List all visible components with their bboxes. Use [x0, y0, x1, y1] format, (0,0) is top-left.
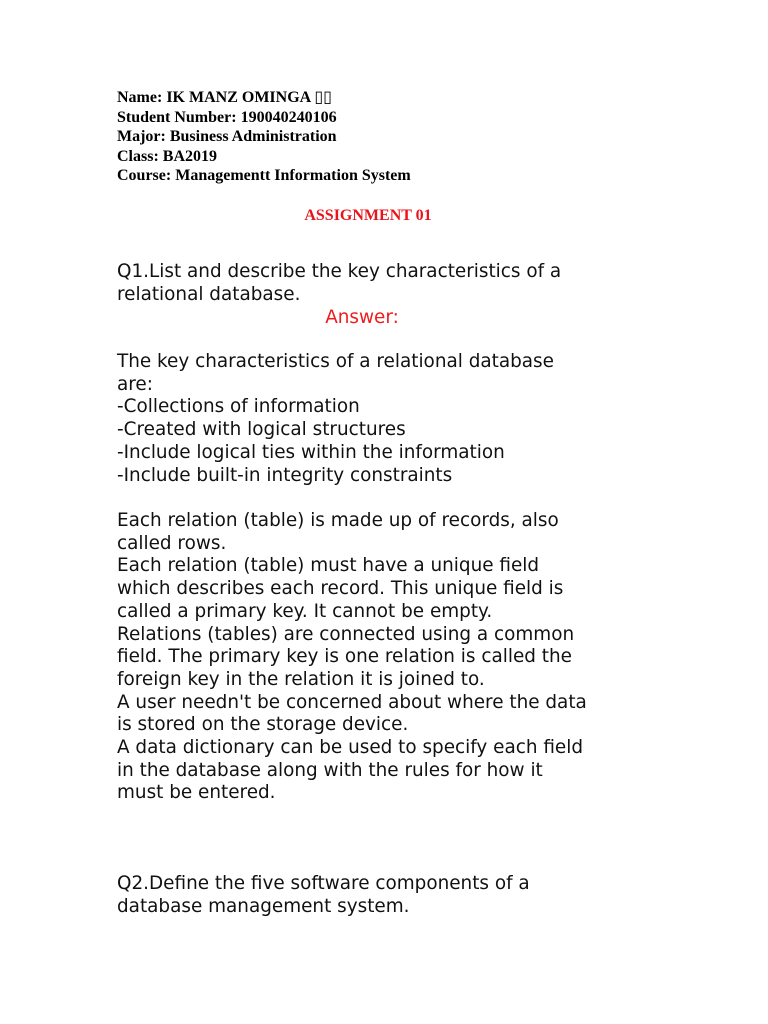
student-number: Student Number: 190040240106 — [117, 108, 337, 126]
paragraph-line: Each relation (table) must have a unique field — [117, 555, 540, 577]
course-name: Course: Managementt Information System — [117, 167, 411, 185]
paragraph-line: in the database along with the rules for how it — [117, 759, 543, 781]
paragraph-line: called a primary key. It cannot be empty. — [117, 600, 493, 622]
paragraph-line: field. The primary key is one relation is called the — [117, 646, 572, 668]
paragraph-line: A data dictionary can be used to specify each field — [117, 737, 584, 759]
question-2 — [117, 873, 657, 918]
question-1-line: relational database. — [117, 283, 301, 305]
list-item: -Include logical ties within the information — [117, 441, 505, 463]
answer-paragraph-characteristics — [117, 351, 657, 487]
paragraph-line: which describes each record. This unique field is — [117, 578, 564, 600]
list-item: -Created with logical structures — [117, 419, 406, 441]
student-name: Name: IK MANZ OMINGA ▯▯ — [117, 89, 332, 106]
paragraph-line: Each relation (table) is made up of records, also — [117, 510, 559, 531]
paragraph-line: Relations (tables) are connected using a common — [117, 623, 575, 645]
paragraph-line: called rows. — [117, 532, 227, 554]
question-2-line: database management system. — [117, 895, 410, 917]
student-class: Class: BA2019 — [117, 147, 218, 165]
assignment-title: ASSIGNMENT 01 — [304, 207, 432, 224]
list-item: -Include built-in integrity constraints — [117, 464, 453, 486]
question-1-line: Q1.List and describe the key characteristics of a — [117, 261, 562, 282]
paragraph-line: must be entered. — [117, 782, 276, 804]
student-major: Major: Business Administration — [117, 128, 337, 146]
paragraph-line: is stored on the storage device. — [117, 714, 409, 736]
student-info-header — [117, 88, 677, 186]
question-1 — [117, 261, 657, 306]
paragraph-line: A user needn't be concerned about where the data — [117, 691, 587, 713]
question-2-line: Q2.Define the five software components of a — [117, 873, 530, 894]
answer-paragraph-details — [117, 510, 657, 805]
paragraph-line: are: — [117, 373, 153, 395]
paragraph-line: foreign key in the relation it is joined to. — [117, 668, 485, 690]
list-item: -Collections of information — [117, 396, 360, 418]
answer-label: Answer: — [325, 307, 399, 328]
paragraph-line: The key characteristics of a relational database — [117, 351, 554, 372]
